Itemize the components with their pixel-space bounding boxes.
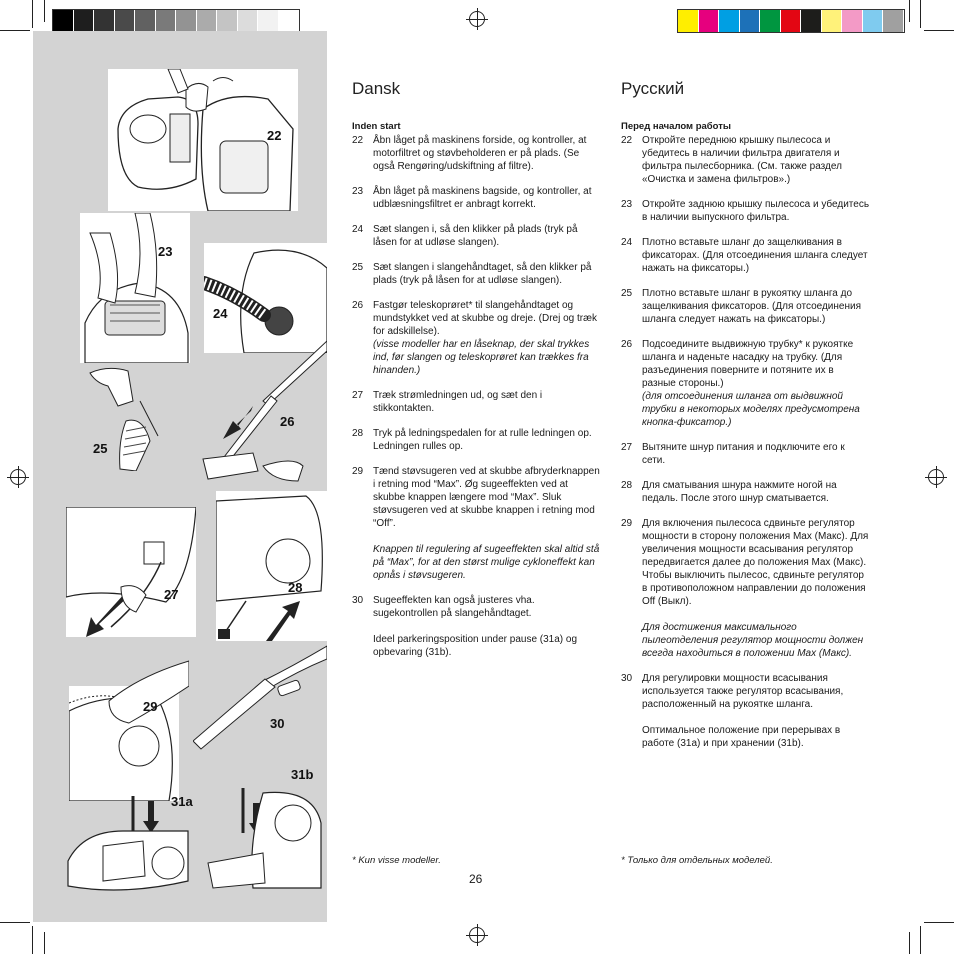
instruction-number: 28: [352, 428, 364, 439]
instruction-text: Fastgør teleskoprøret* til slangehåndtaget og mundstykket ved at skubbe og dreje. (Drej og træk for adskillelse).: [373, 300, 597, 337]
instruction-item: [621, 672, 870, 750]
hands-checking-filter-icon: [80, 213, 190, 363]
color-swatch: [279, 10, 300, 32]
hose-handle-suction-control-icon: [193, 641, 327, 751]
instruction-number: 24: [621, 237, 633, 248]
instruction-item: [621, 134, 870, 186]
dansk-heading: Dansk: [352, 79, 401, 98]
color-swatch: [74, 10, 95, 32]
instruction-item: [352, 134, 601, 173]
instruction-text: Откройте переднюю крышку пылесоса и убедитесь в наличии фильтра двигателя и фильтра пылесборника. (См. также раздел «Очистка и замена фильтров».): [642, 135, 842, 185]
instruction-item: [621, 441, 870, 467]
figure-label-27: 27: [164, 587, 179, 602]
crop-mark-bottom-right-v: [920, 926, 921, 954]
instruction-number: 30: [352, 595, 364, 606]
figure-label-23: 23: [158, 244, 173, 259]
crop-mark-right-mid: [909, 0, 910, 22]
instruction-number: 22: [621, 135, 633, 146]
instruction-text: Для включения пылесоса сдвиньте регулятор мощности в сторону положения Max (Макс). Для увеличения мощности всасывания регулятор передвигается далее до положения Max (Макс). Чтобы выключить пылесос, сдвиньте регулятор в противоположном направлении до положения Off (Выкл).: [642, 518, 869, 607]
instruction-text: Åbn låget på maskinens bagside, og kontroller, at udblæsningsfiltret er anbragt korrekt.: [373, 186, 592, 210]
instruction-note: (для отсоединения шланга от выдвижной трубки в некоторых моделях предусмотрена кнопка-фиксатор.): [642, 391, 860, 428]
figure-label-30: 30: [270, 716, 285, 731]
instruction-number: 27: [352, 390, 364, 401]
instruction-body: [373, 134, 601, 173]
instruction-note: Knappen til regulering af sugeeffekten skal altid stå på “Max”, for at den størst mulige cykloneffekt kan opnås i støvsugeren.: [373, 544, 600, 581]
color-swatch: [176, 10, 197, 32]
instruction-note: Для достижения максимального пылеотделения регулятор мощности должен всегда находиться в положении Max (Макс).: [642, 622, 864, 659]
instruction-number: 28: [621, 480, 633, 491]
russian-column: [621, 79, 870, 762]
registration-mark-left-icon: [10, 469, 26, 485]
plug-in-socket-icon: [216, 491, 327, 641]
russian-subheading: Перед началом работы: [621, 121, 731, 132]
dansk-column: [352, 79, 601, 671]
dansk-subheading: Inden start: [352, 121, 401, 132]
crop-mark-top-left: [0, 30, 30, 31]
instruction-text: Вытяните шнур питания и подключите его к сети.: [642, 442, 845, 466]
color-swatch: [719, 10, 740, 32]
color-swatch: [781, 10, 802, 32]
instruction-text: Плотно вставьте шланг до защелкивания в фиксаторах. (Для отсоединения шланга следует нажать на фиксаторы.): [642, 237, 868, 274]
instruction-text: Подсоедините выдвижную трубку* к рукоятке шланга и наденьте насадку на трубку. (Для разъединения поверните и потяните их в разные стороны.): [642, 339, 854, 389]
storage-position-icon: [203, 783, 327, 893]
instruction-text: Sæt slangen i, så den klikker på plads (tryk på låsen for at udløse slangen).: [373, 224, 578, 248]
instruction-text: Tryk på ledningspedalen for at rulle ledningen op. Ledningen rulles op.: [373, 428, 592, 452]
color-swatch: [53, 10, 74, 32]
crop-mark-left-mid: [44, 0, 45, 22]
page-number: 26: [469, 872, 483, 886]
instruction-item: [352, 594, 601, 659]
crop-mark-bottom-left: [0, 922, 30, 923]
instruction-number: 24: [352, 224, 364, 235]
instruction-number: 29: [621, 518, 633, 529]
instruction-text: Sugeeffekten kan også justeres vha. sugekontrollen på slangehåndtaget.: [373, 595, 535, 619]
instruction-number: 30: [621, 673, 633, 684]
instruction-item: [352, 185, 601, 211]
figure-label-25: 25: [93, 441, 108, 456]
color-swatch: [197, 10, 218, 32]
pull-power-cord-icon: [66, 507, 196, 637]
instruction-body: [642, 236, 870, 275]
crop-mark-bottom-right: [924, 922, 954, 923]
crop-mark-bottom-left-v: [32, 926, 33, 954]
instruction-body: [642, 441, 870, 467]
instruction-item: [352, 427, 601, 453]
dansk-footnote: * Kun visse modeller.: [352, 855, 441, 866]
instruction-body: [373, 261, 601, 287]
instruction-body: [642, 134, 870, 186]
instruction-item: [621, 517, 870, 660]
figure-label-29: 29: [143, 699, 158, 714]
crop-mark-top-right: [924, 30, 954, 31]
instruction-item: [621, 198, 870, 224]
color-swatch: [135, 10, 156, 32]
instruction-number: 27: [621, 442, 633, 453]
instruction-number: 26: [621, 339, 633, 350]
registration-mark-bottom-icon: [469, 927, 485, 943]
color-swatch: [258, 10, 279, 32]
instruction-body: [373, 389, 601, 415]
instruction-text: Sæt slangen i slangehåndtaget, så den klikker på plads (tryk på låsen for at udløse slangen).: [373, 262, 592, 286]
russian-instruction-list: [621, 134, 870, 750]
process-color-bar: [677, 9, 905, 33]
figure-label-31b: 31b: [291, 767, 314, 782]
color-swatch: [863, 10, 884, 32]
instruction-item: [352, 465, 601, 582]
instruction-number: 23: [621, 199, 633, 210]
instruction-text: Tænd støvsugeren ved at skubbe afbryderknappen i retning mod “Max”. Øg sugeeffekten ved at skubbe knappen længere mod “Max”. Sluk støvsugeren ved at skubbe knappen i retning mod “Off”.: [373, 466, 600, 529]
instruction-text: Åbn låget på maskinens forside, og kontroller, at motorfiltret og støvbeholderen er på plads. (Se også Rengøring/udskiftning af filtre).: [373, 135, 587, 172]
instruction-body: [642, 479, 870, 505]
instruction-extra: Оптимальное положение при перерывах в работе (31a) и при хранении (31b).: [642, 725, 841, 749]
instruction-body: [642, 517, 870, 660]
figure-label-22: 22: [267, 128, 282, 143]
color-swatch: [94, 10, 115, 32]
instruction-number: 23: [352, 186, 364, 197]
color-swatch: [678, 10, 699, 32]
instruction-item: [352, 299, 601, 377]
instruction-text: Для сматывания шнура нажмите ногой на педаль. После этого шнур сматывается.: [642, 480, 837, 504]
instruction-body: [373, 223, 601, 249]
instruction-body: [373, 299, 601, 377]
instruction-number: 22: [352, 135, 364, 146]
color-swatch: [822, 10, 843, 32]
instruction-item: [621, 479, 870, 505]
registration-mark-top-icon: [469, 11, 485, 27]
color-swatch: [801, 10, 822, 32]
instruction-body: [373, 427, 601, 453]
color-swatch: [156, 10, 177, 32]
dansk-instruction-list: [352, 134, 601, 659]
instruction-body: [642, 287, 870, 326]
instruction-body: [373, 594, 601, 659]
grayscale-color-bar: [52, 9, 300, 33]
instruction-extra: Ideel parkeringsposition under pause (31a) og opbevaring (31b).: [373, 634, 578, 658]
color-swatch: [699, 10, 720, 32]
instruction-item: [621, 338, 870, 429]
telescopic-tube-nozzle-icon: [193, 331, 327, 501]
instruction-text: Откройте заднюю крышку пылесоса и убедитесь в наличии выпускного фильтра.: [642, 199, 870, 223]
instruction-item: [621, 287, 870, 326]
color-swatch: [740, 10, 761, 32]
figure-label-31a: 31a: [171, 794, 193, 809]
instruction-number: 29: [352, 466, 364, 477]
crop-mark-top-left-v: [32, 0, 33, 28]
instruction-body: [373, 465, 601, 582]
instruction-body: [373, 185, 601, 211]
instruction-body: [642, 198, 870, 224]
instruction-number: 26: [352, 300, 364, 311]
figure-label-26: 26: [280, 414, 295, 429]
instruction-text: Для регулировки мощности всасывания используется также регулятор всасывания, расположенный на рукоятке шланга.: [642, 673, 844, 710]
instruction-body: [642, 338, 870, 429]
instruction-text: Træk strømledningen ud, og sæt den i stikkontakten.: [373, 390, 543, 414]
instruction-item: [352, 389, 601, 415]
figure-label-24: 24: [213, 306, 228, 321]
instruction-number: 25: [621, 288, 633, 299]
color-swatch: [760, 10, 781, 32]
color-swatch: [115, 10, 136, 32]
crop-mark-bl-2: [44, 932, 45, 954]
instruction-item: [352, 261, 601, 287]
color-swatch: [842, 10, 863, 32]
russian-footnote: * Только для отдельных моделей.: [621, 855, 773, 866]
instruction-note: (visse modeller har en låseknap, der skal trykkes ind, før slangen og teleskoprøret kan trækkes fra hinanden.): [373, 339, 590, 376]
crop-mark-br-2: [909, 932, 910, 954]
instruction-item: [352, 223, 601, 249]
registration-mark-right-icon: [928, 469, 944, 485]
figure-label-28: 28: [288, 580, 303, 595]
russian-heading: Русский: [621, 79, 685, 98]
instruction-number: 25: [352, 262, 364, 273]
instruction-item: [621, 236, 870, 275]
color-swatch: [238, 10, 259, 32]
instruction-body: [642, 672, 870, 750]
power-switch-slide-icon: [69, 651, 189, 801]
instruction-text: Плотно вставьте шланг в рукоятку шланга до защелкивания фиксаторов. (Для отсоединения шланга следует нажать на фиксаторы.): [642, 288, 861, 325]
color-swatch: [883, 10, 904, 32]
illustration-panel: [33, 31, 327, 922]
crop-mark-top-right-v: [920, 0, 921, 28]
color-swatch: [217, 10, 238, 32]
